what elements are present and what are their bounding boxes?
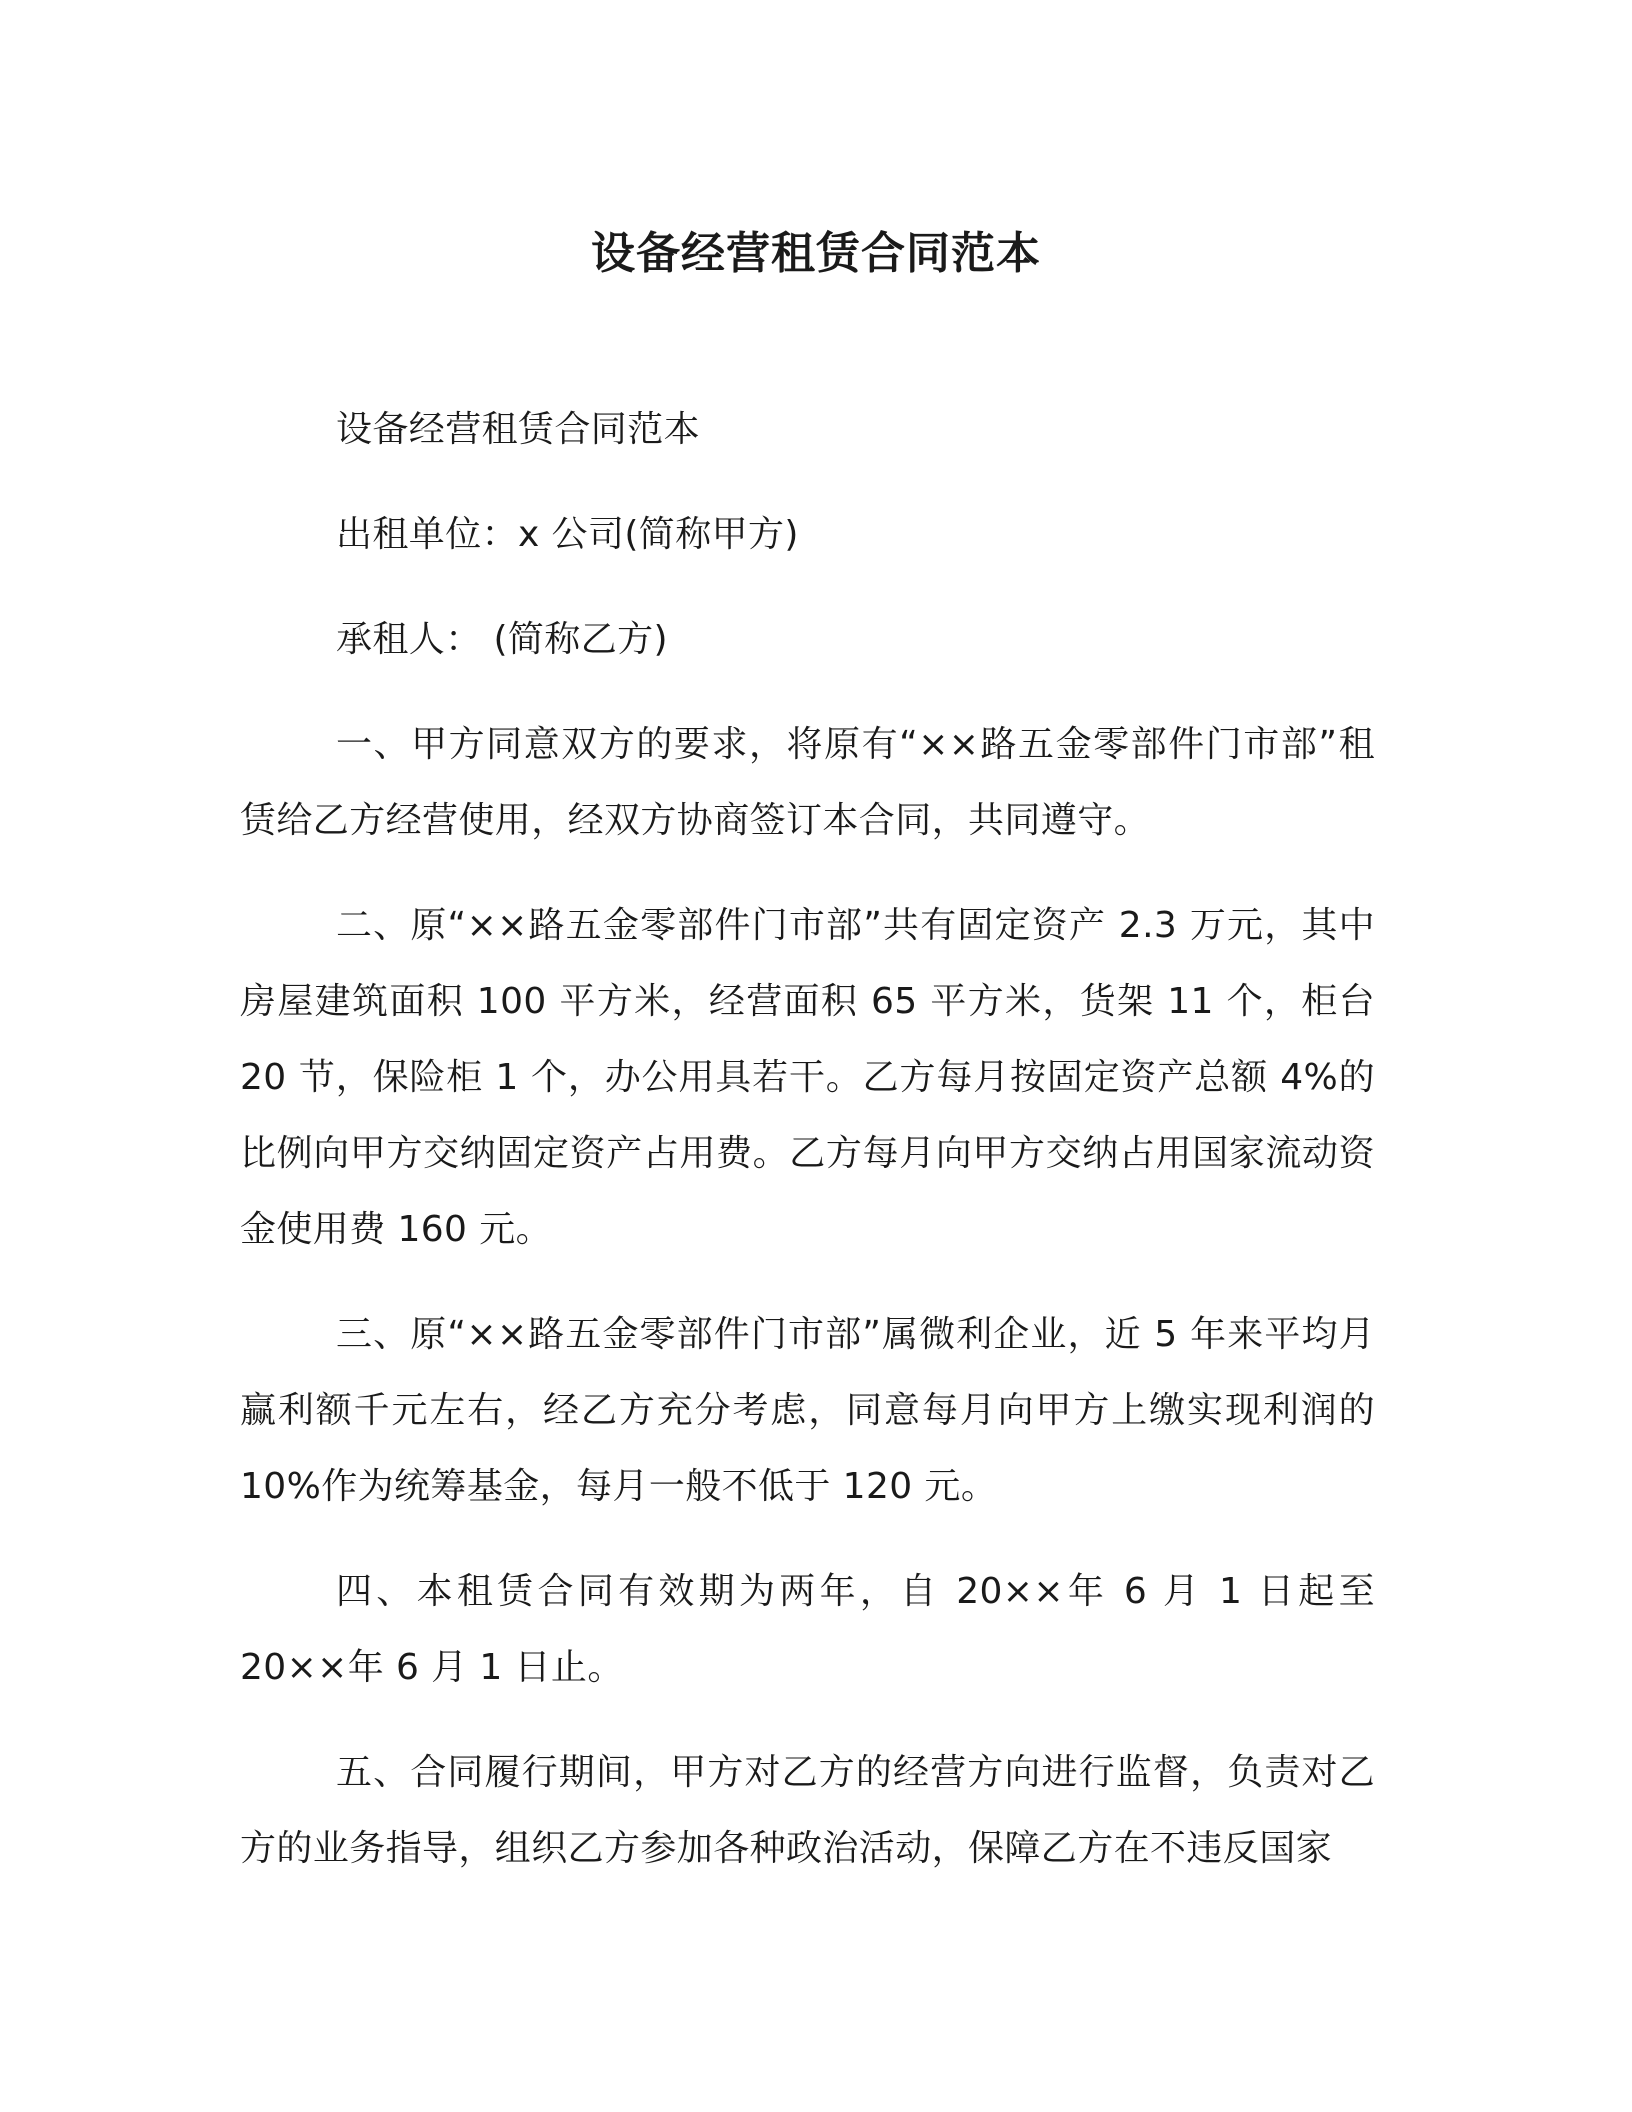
paragraph-clause-2: 二、原“××路五金零部件门市部”共有固定资产 2.3 万元，其中房屋建筑面积 100 平方米，经营面积 65 平方米，货架 11 个，柜台 20 节，保险柜 1 个，办公用具若干。乙方每月按固定资产总额 4%的比例向甲方交纳固定资产占用费。乙方每月向甲方交纳占用国家流动资金使用费 160 元。 xyxy=(240,905,1375,1250)
paragraph-lessor: 出租单位：x 公司(简称甲方) xyxy=(336,514,799,555)
document-body xyxy=(240,392,1375,1916)
paragraph-clause-5: 五、合同履行期间，甲方对乙方的经营方向进行监督，负责对乙方的业务指导，组织乙方参加各种政治活动，保障乙方在不违反国家 xyxy=(240,1752,1375,1869)
paragraph-lessee: 承租人： (简称乙方) xyxy=(336,619,668,660)
paragraph-clause-4: 四、本租赁合同有效期为两年，自 20××年 6 月 1 日起至 20××年 6 月 1 日止。 xyxy=(240,1571,1375,1688)
paragraph-clause-1: 一、甲方同意双方的要求，将原有“××路五金零部件门市部”租赁给乙方经营使用，经双方协商签订本合同，共同遵守。 xyxy=(240,724,1375,841)
paragraph-subtitle: 设备经营租赁合同范本 xyxy=(336,409,701,450)
document-title: 设备经营租赁合同范本 xyxy=(591,228,1041,279)
paragraph-clause-3: 三、原“××路五金零部件门市部”属微利企业，近 5 年来平均月赢利额千元左右，经乙方充分考虑，同意每月向甲方上缴实现利润的 10%作为统筹基金，每月一般不低于 120 元。 xyxy=(240,1314,1375,1507)
